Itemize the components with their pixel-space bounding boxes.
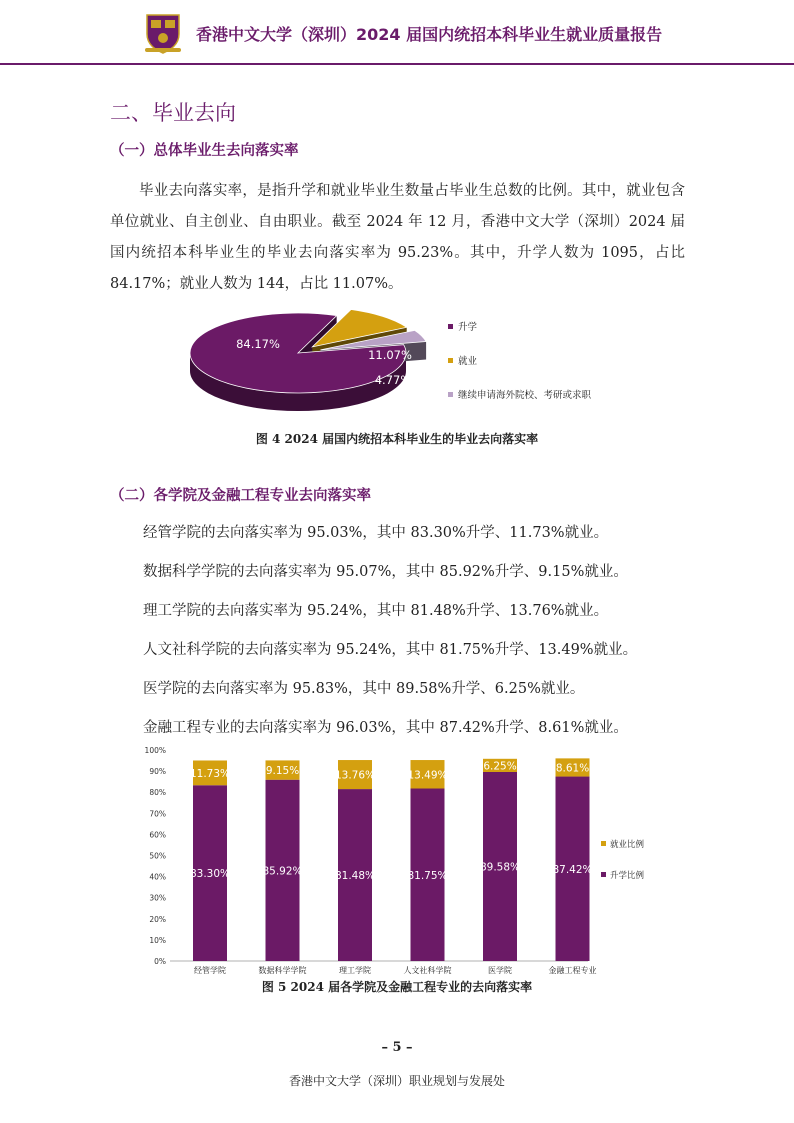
figure-4-caption: 图 4 2024 届国内统招本科毕业生的毕业去向落实率 (255, 432, 539, 446)
page-footer: 香港中文大学（深圳）职业规划与发展处 (288, 1074, 505, 1088)
bar-label-further-study: 81.48% (334, 870, 376, 883)
bar-label-further-study: 83.30% (189, 868, 231, 881)
pie-legend-label-0: 升学 (458, 322, 478, 333)
bar-legend-label: 升学比例 (610, 871, 645, 881)
pie-value-label-1: 11.07% (368, 348, 412, 362)
x-category-label: 金融工程专业 (548, 966, 597, 975)
bar-label-employment: 13.49% (407, 769, 448, 782)
college-line-med: 医学院的去向落实率为 95.83%，其中 89.58%升学、6.25%就业。 (143, 681, 585, 697)
bar-label-employment: 6.25% (483, 760, 517, 773)
pie-value-label-0: 84.17% (236, 337, 280, 351)
college-stacked-bar-chart (138, 742, 658, 978)
y-tick-label: 80% (149, 788, 166, 798)
x-category-label: 医学院 (488, 966, 512, 975)
bar-label-further-study: 81.75% (407, 869, 448, 882)
bar-label-employment: 8.61% (555, 762, 590, 775)
bar-label-employment: 9.15% (265, 765, 300, 778)
bar-label-further-study: 85.92% (262, 865, 303, 878)
pie-legend-label-2: 继续申请海外院校、考研或求职 (458, 390, 592, 401)
college-line-fe: 金融工程专业的去向落实率为 96.03%，其中 87.42%升学、8.61%就业。 (143, 720, 628, 736)
pie-legend-swatch-0 (448, 324, 453, 329)
y-tick-label: 100% (144, 746, 166, 755)
y-tick-label: 20% (149, 914, 166, 924)
overall-paragraph: 毕业去向落实率，是指升学和就业毕业生数量占毕业生总数的比例。其中，就业包含单位就业、自主创业、自由职业。截至 2024 年 12 月，香港中文大学（深圳）2024 届国内统招本科毕业生的毕业去向落实率为 95.23%。其中，升学人数为 1095，占比 84.17%；就业人数为 144，占比 11.07%。 (110, 183, 685, 292)
y-tick-label: 60% (149, 830, 166, 840)
y-tick-label: 50% (149, 851, 166, 861)
pie-value-label-2: 4.77% (374, 373, 412, 387)
y-tick-label: 30% (149, 893, 166, 903)
destination-pie-chart (180, 308, 620, 426)
header-title: 香港中文大学（深圳）2024 届国内统招本科毕业生就业质量报告 (196, 25, 663, 44)
y-tick-label: 0% (154, 957, 166, 966)
university-crest-icon (143, 12, 183, 54)
page-header (0, 0, 794, 64)
figure-5-caption: 图 5 2024 届各学院及金融工程专业的去向落实率 (261, 980, 533, 994)
bar-legend-swatch (601, 872, 606, 877)
subsection-title-colleges: （二）各学院及金融工程专业去向落实率 (110, 488, 371, 504)
bar-label-employment: 11.73% (189, 767, 231, 780)
college-line-econ: 经管学院的去向落实率为 95.03%，其中 83.30%升学、11.73%就业。 (143, 525, 609, 541)
x-category-label: 人文社科学院 (403, 966, 452, 975)
subsection-title-overall: （一）总体毕业生去向落实率 (110, 143, 299, 159)
college-line-hss: 人文社科学院的去向落实率为 95.24%，其中 81.75%升学、13.49%就业。 (143, 642, 638, 658)
pie-legend-swatch-2 (448, 392, 453, 397)
college-line-sse: 理工学院的去向落实率为 95.24%，其中 81.48%升学、13.76%就业。 (143, 603, 609, 619)
x-category-label: 理工学院 (339, 966, 371, 975)
y-tick-label: 40% (149, 872, 166, 882)
y-tick-label: 90% (149, 767, 166, 777)
pie-legend-label-1: 就业 (458, 356, 478, 367)
y-tick-label: 70% (149, 809, 166, 819)
section-title: 二、毕业去向 (110, 101, 236, 125)
college-line-datasci: 数据科学学院的去向落实率为 95.07%，其中 85.92%升学、9.15%就业。 (143, 564, 628, 580)
bar-label-further-study: 87.42% (552, 863, 593, 876)
pie-legend-swatch-1 (448, 358, 453, 363)
bar-label-employment: 13.76% (334, 769, 376, 782)
bar-legend-swatch (601, 841, 606, 846)
x-category-label: 数据科学学院 (258, 966, 307, 975)
header-divider (0, 63, 794, 65)
y-tick-label: 10% (149, 935, 166, 945)
bar-label-further-study: 89.58% (479, 861, 521, 874)
x-category-label: 经管学院 (194, 966, 226, 975)
bar-legend-label: 就业比例 (610, 840, 645, 850)
page-number: – 5 – (381, 1040, 413, 1055)
